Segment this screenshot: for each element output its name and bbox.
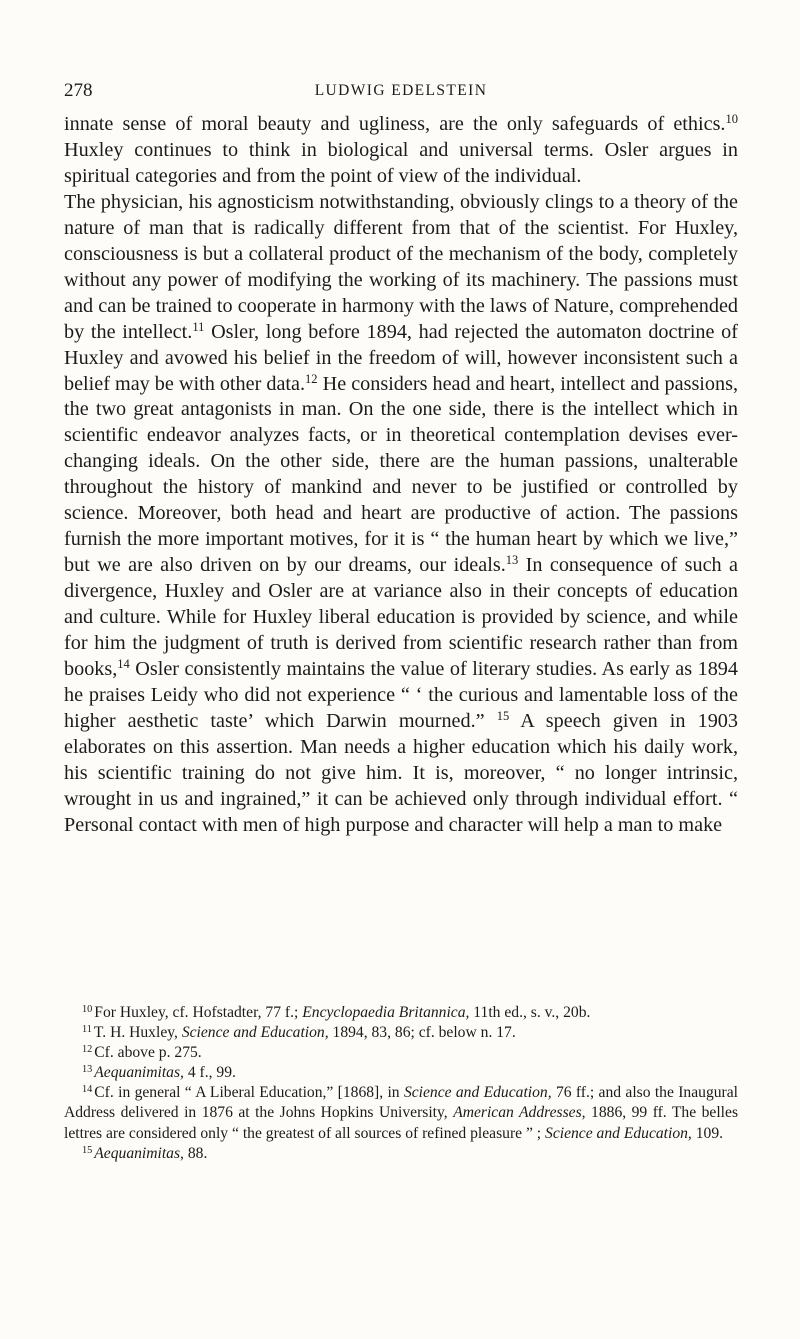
italic-title: Encyclopaedia Britannica,	[302, 1004, 470, 1021]
paragraph	[64, 190, 738, 839]
footnote-ref: 10	[725, 112, 738, 127]
body-text	[64, 112, 738, 839]
text-run: The physician, his agnosticism notwithstanding, obviously clings to a theory of the nature of man that is radically different from that of the scientist. For Huxley, consciousness is but a collateral product of the mechanism of the body, completely without any power of modifying the working of its machinery. The passions must and can be trained to cooperate in harmony with the laws of Nature, comprehended by the intellect.	[64, 190, 738, 343]
text-run: Huxley continues to think in biological and universal terms. Osler argues in spiritual categories and from the point of view of the individual.	[64, 138, 738, 187]
text-run: 4 f., 99.	[183, 1064, 236, 1082]
footnote-number: 12	[82, 1044, 93, 1056]
text-run: 11th ed., s. v., 20b.	[469, 1004, 591, 1021]
text-run: T. H. Huxley,	[93, 1024, 182, 1042]
footnote-number: 11	[82, 1023, 92, 1035]
text-run: Cf. in general “ A Liberal Education,” [1868], in	[94, 1084, 404, 1102]
page-number: 278	[64, 80, 93, 101]
footnote	[64, 1023, 738, 1043]
text-run: A speech given in 1903 elaborates on this assertion. Man needs a higher education which his daily work, his scientific training do not give him. It is, moreover, “ no longer intrinsic, wrought in us and ingrained,” it can be achieved only through individual effort. “ Personal contact with men of high purpose and character will help a man to make	[64, 709, 738, 836]
text-run: 109.	[691, 1124, 724, 1142]
footnote	[64, 1043, 738, 1063]
footnote-ref: 11	[192, 319, 205, 334]
page-header	[64, 80, 738, 104]
text-run: Osler consistently maintains the value of literary studies. As early as 1894 he praises Leidy who did not experience “ ‘ the curious and lamentable loss of the higher aesthetic taste’ which Darwin mourned.”	[64, 658, 738, 732]
italic-title: Science and Education,	[545, 1124, 692, 1142]
footnote-ref: 15	[496, 709, 510, 724]
italic-title: American Addresses,	[453, 1104, 586, 1122]
italic-title: Aequanimitas,	[94, 1064, 184, 1082]
footnotes	[64, 1003, 738, 1164]
italic-title: Science and Education,	[181, 1024, 329, 1042]
italic-title: Aequanimitas,	[94, 1144, 184, 1162]
footnote-number: 10	[82, 1003, 93, 1015]
footnote	[64, 1003, 738, 1023]
text-run: 88.	[183, 1144, 208, 1162]
text-run: 76 ff.; and also the Inaugural Address delivered in 1876 at the Johns Hopkins University,	[64, 1084, 738, 1122]
footnote-number: 15	[82, 1144, 93, 1156]
text-run: He considers head and heart, intellect and passions, the two great antagonists in man. On the one side, there is the intellect which in scientific endeavor analyzes facts, or in theoretical contemplation devises ever-changing ideals. On the other side, there are the human passions, unalterable throughout the history of mankind and never to be justified or controlled by science. Moreover, both head and heart are productive of action. The passions furnish the more important motives, for it is “ the human heart by which we live,” but we are also driven on by our dreams, our ideals.	[64, 372, 739, 577]
text-run: Cf. above p. 275.	[94, 1044, 202, 1062]
text-run: Osler, long before 1894, had rejected the automaton doctrine of Huxley and avowed his belief in the freedom of will, however inconsistent such a belief may be with other data.	[64, 320, 738, 395]
footnote-ref: 12	[305, 371, 318, 386]
footnote-ref: 13	[505, 553, 519, 568]
footnote-ref: 14	[117, 657, 130, 672]
text-run: innate sense of moral beauty and ugliness, are the only safeguards of ethics.	[64, 113, 726, 135]
footnote-number: 14	[82, 1084, 93, 1096]
footnote-number: 13	[82, 1064, 93, 1076]
italic-title: Science and Education,	[403, 1084, 552, 1102]
running-head: LUDWIG EDELSTEIN	[314, 82, 488, 99]
text-run: In consequence of such a divergence, Huxley and Osler are at variance also in their concepts of education and culture. While for Huxley liberal education is provided by science, and while for him the judgment of truth is derived from scientific research rather than from books,	[64, 554, 738, 681]
footnote	[64, 1144, 738, 1164]
footnote	[64, 1063, 738, 1083]
text-run: 1886, 99 ff. The belles lettres are considered only “ the greatest of all sources of refined pleasure ” ;	[64, 1104, 739, 1142]
footnote	[64, 1083, 738, 1143]
text-run: For Huxley, cf. Hofstadter, 77 f.;	[94, 1004, 303, 1021]
paragraph	[64, 112, 738, 190]
text-run: 1894, 83, 86; cf. below n. 17.	[328, 1024, 516, 1042]
